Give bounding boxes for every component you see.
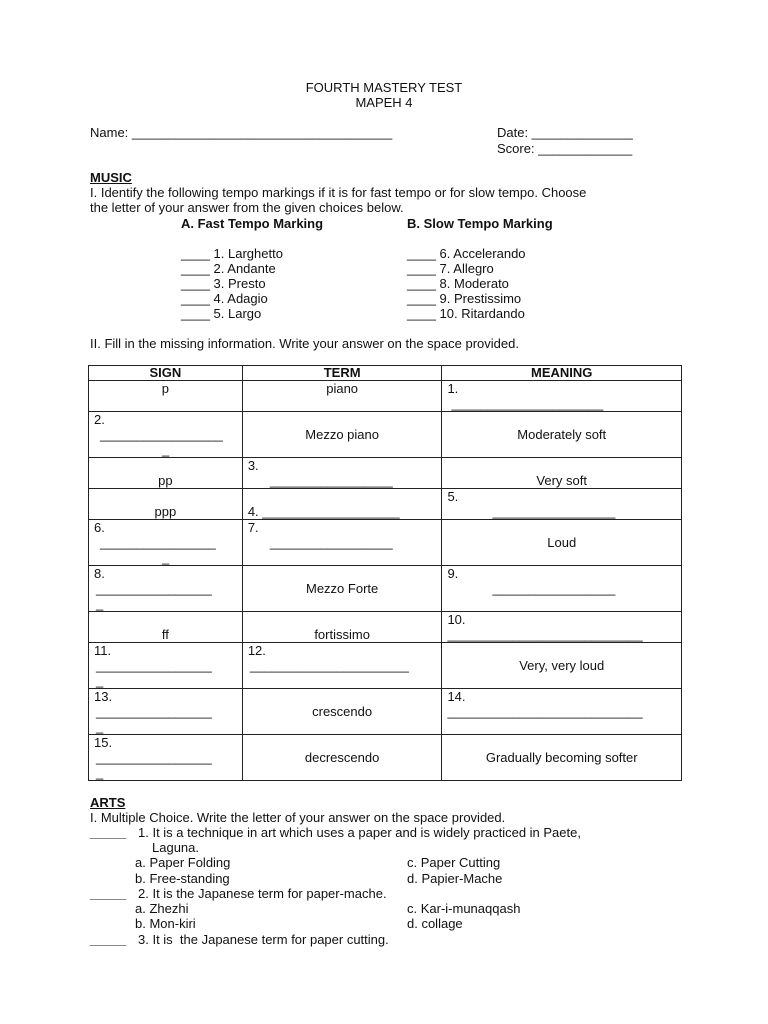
term-cell: piano [242, 381, 442, 412]
tempo-item-8: ____ 8. Moderato [407, 276, 509, 291]
question-3: 3. It is the Japanese term for paper cutting. [138, 932, 389, 947]
table-row [89, 520, 682, 566]
table-row [89, 489, 682, 520]
choice-b: B. Slow Tempo Marking [407, 216, 553, 231]
music-instruction-1: I. Identify the following tempo markings if it is for fast tempo or for slow tempo. Choose [90, 185, 587, 200]
meaning-cell: Gradually becoming softer [442, 735, 682, 781]
sign-cell: pp [89, 458, 243, 489]
table-row [89, 612, 682, 643]
answer-blank-3: _____ [90, 932, 127, 947]
term-cell: crescendo [242, 689, 442, 735]
sign-cell: ff [89, 612, 243, 643]
sign-cell: 2. _________________ _ [89, 412, 243, 458]
table-header-row [89, 366, 682, 381]
term-cell: 12. ______________________ [242, 643, 442, 689]
sign-cell: 11. ________________ _ [89, 643, 243, 689]
q2-option-b: b. Mon-kiri [135, 916, 196, 931]
question-1-cont: Laguna. [152, 840, 199, 855]
table-row [89, 381, 682, 412]
choice-a: A. Fast Tempo Marking [181, 216, 324, 231]
meaning-cell: 14. ___________________________ [442, 689, 682, 735]
music-instruction-ii: II. Fill in the missing information. Write your answer on the space provided. [90, 336, 519, 351]
header-sign: SIGN [89, 366, 243, 381]
tempo-item-10: ____ 10. Ritardando [407, 306, 525, 321]
term-cell: 7. _________________ [242, 520, 442, 566]
sign-cell: 13. ________________ _ [89, 689, 243, 735]
header-term: TERM [242, 366, 442, 381]
table-row [89, 689, 682, 735]
term-cell: 3. _________________ [242, 458, 442, 489]
table-row [89, 566, 682, 612]
q2-option-c: c. Kar-i-munaqqash [407, 901, 521, 916]
test-title: FOURTH MASTERY TEST [305, 80, 463, 95]
arts-heading: ARTS [90, 795, 126, 810]
meaning-cell: Very soft [442, 458, 682, 489]
header-meaning: MEANING [442, 366, 682, 381]
term-cell: fortissimo [242, 612, 442, 643]
table-row [89, 458, 682, 489]
question-1: 1. It is a technique in art which uses a paper and is widely practiced in Paete, [138, 825, 581, 840]
q1-option-b: b. Free-standing [135, 871, 230, 886]
tempo-item-7: ____ 7. Allegro [407, 261, 494, 276]
tempo-item-3: ____ 3. Presto [181, 276, 266, 291]
q1-option-a: a. Paper Folding [135, 855, 231, 870]
test-subtitle: MAPEH 4 [355, 95, 413, 110]
term-cell: Mezzo piano [242, 412, 442, 458]
meaning-cell: Loud [442, 520, 682, 566]
term-cell: 4. ___________________ [242, 489, 442, 520]
arts-instruction: I. Multiple Choice. Write the letter of your answer on the space provided. [90, 810, 506, 825]
meaning-cell: 1. _____________________ [442, 381, 682, 412]
q1-option-d: d. Papier-Mache [407, 871, 503, 886]
meaning-cell: Moderately soft [442, 412, 682, 458]
term-cell: Mezzo Forte [242, 566, 442, 612]
tempo-item-1: ____ 1. Larghetto [181, 246, 283, 261]
dynamics-table [88, 365, 682, 781]
table-row [89, 412, 682, 458]
tempo-item-6: ____ 6. Accelerando [407, 246, 526, 261]
q1-option-c: c. Paper Cutting [407, 855, 501, 870]
q2-option-a: a. Zhezhi [135, 901, 189, 916]
meaning-cell: 5. _________________ [442, 489, 682, 520]
tempo-item-9: ____ 9. Prestissimo [407, 291, 522, 306]
q2-option-d: d. collage [407, 916, 463, 931]
music-heading: MUSIC [90, 170, 132, 185]
tempo-item-5: ____ 5. Largo [181, 306, 262, 321]
meaning-cell: Very, very loud [442, 643, 682, 689]
meaning-cell: 10. ___________________________ [442, 612, 682, 643]
term-cell: decrescendo [242, 735, 442, 781]
tempo-item-4: ____ 4. Adagio [181, 291, 268, 306]
music-instruction-2: the letter of your answer from the given choices below. [90, 200, 404, 215]
answer-blank-1: _____ [90, 825, 127, 840]
meaning-cell: 9. _________________ [442, 566, 682, 612]
score-field: Score: _____________ [497, 141, 633, 156]
sign-cell: ppp [89, 489, 243, 520]
sign-cell: 15. ________________ _ [89, 735, 243, 781]
answer-blank-2: _____ [90, 886, 127, 901]
question-2: 2. It is the Japanese term for paper-mache. [138, 886, 387, 901]
date-field: Date: ______________ [497, 125, 633, 140]
sign-cell: 6. ________________ _ [89, 520, 243, 566]
table-row [89, 643, 682, 689]
tempo-item-2: ____ 2. Andante [181, 261, 276, 276]
table-row [89, 735, 682, 781]
sign-cell: 8. ________________ _ [89, 566, 243, 612]
sign-cell: p [89, 381, 243, 412]
name-field: Name: ____________________________________ [90, 125, 393, 140]
